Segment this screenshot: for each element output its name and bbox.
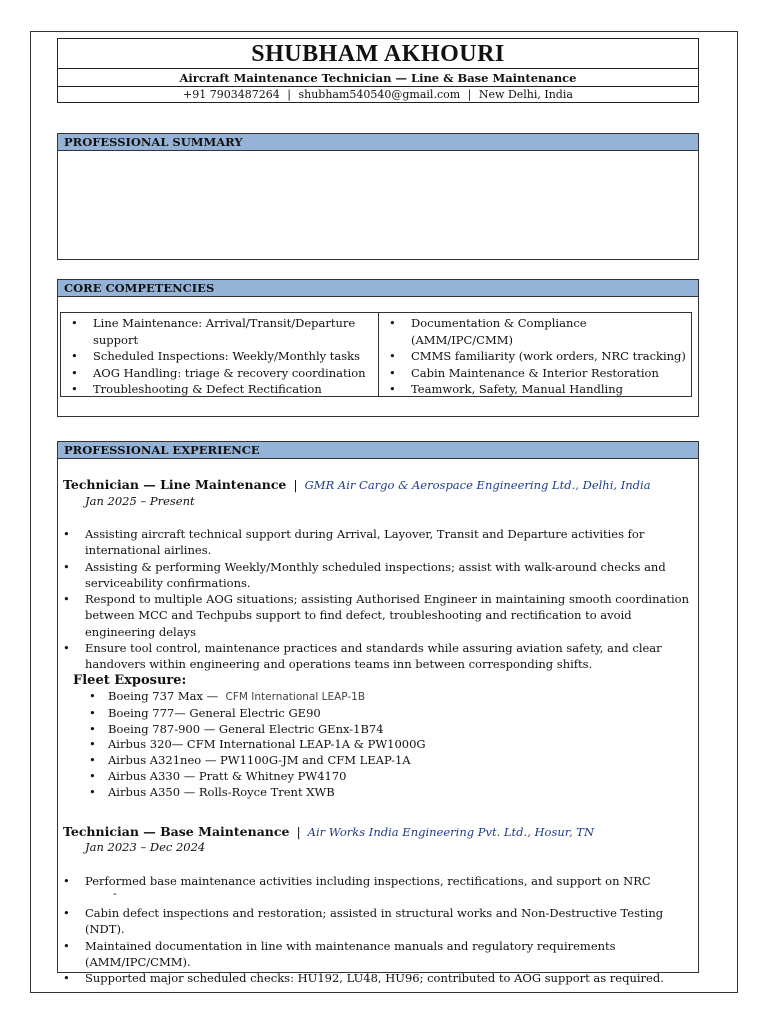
competency-item: • Troubleshooting & Defect Rectification bbox=[69, 381, 374, 398]
fleet-item: • Airbus 320— CFM International LEAP-1A & PW1000G bbox=[86, 737, 426, 753]
competencies-right-column bbox=[379, 313, 691, 396]
candidate-name: SHUBHAM AKHOURI bbox=[58, 39, 698, 69]
section-heading-competencies: CORE COMPETENCIES bbox=[57, 279, 699, 297]
competency-item: • Cabin Maintenance & Interior Restoration bbox=[387, 365, 687, 382]
job-title-line bbox=[63, 824, 594, 840]
job-title: Technician — Base Maintenance bbox=[63, 824, 290, 839]
fleet-item: • Boeing 777— General Electric GE90 bbox=[86, 706, 426, 722]
fleet-item: • Airbus A350 — Rolls-Royce Trent XWB bbox=[86, 785, 426, 801]
job-bullet: • Performed base maintenance activities including inspections, rectifications, and support on NRC bbox=[62, 873, 694, 889]
contact-separator: | bbox=[287, 88, 291, 101]
job-bullet: • Cabin defect inspections and restoration; assisted in structural works and Non-Destructive Testing (NDT). bbox=[62, 905, 694, 938]
title-separator: | bbox=[296, 824, 301, 839]
candidate-role: Aircraft Maintenance Technician — Line & Base Maintenance bbox=[58, 69, 698, 87]
fleet-item: • Boeing 737 Max — CFM International LEAP-1B bbox=[86, 689, 426, 706]
job-dates: Jan 2023 – Dec 2024 bbox=[85, 840, 206, 854]
resume-header bbox=[57, 38, 699, 103]
summary-box bbox=[57, 151, 699, 260]
job-bullet: • Assisting & performing Weekly/Monthly scheduled inspections; assist with walk-around checks and serviceability confirmations. bbox=[62, 559, 694, 592]
competency-item: • Line Maintenance: Arrival/Transit/Departure support bbox=[69, 315, 374, 348]
fleet-item: • Airbus A321neo — PW1100G-JM and CFM LEAP-1A bbox=[86, 753, 426, 769]
job-bullet: • Assisting aircraft technical support during Arrival, Layover, Transit and Departure activities for international airlines. bbox=[62, 526, 694, 559]
competencies-table bbox=[60, 312, 692, 397]
job-bullet: • Ensure tool control, maintenance practices and standards while assuring aviation safety, and clear handovers within engineering and operations teams inn between corresponding shifts. bbox=[62, 640, 694, 673]
competency-item: • Teamwork, Safety, Manual Handling bbox=[387, 381, 687, 398]
job-bullet: • Respond to multiple AOG situations; assisting Authorised Engineer in maintaining smooth coordination between MCC and Techpubs support to find defect, troubleshooting and rectification to avoid engineering delays bbox=[62, 591, 694, 640]
stray-dash: - bbox=[113, 887, 117, 900]
fleet-list bbox=[86, 689, 426, 801]
job-bullets bbox=[62, 873, 694, 889]
competency-item: • AOG Handling: triage & recovery coordination bbox=[69, 365, 374, 382]
section-heading-experience: PROFESSIONAL EXPERIENCE bbox=[57, 441, 699, 459]
competency-item: • Documentation & Compliance (AMM/IPC/CMM) bbox=[387, 315, 687, 348]
phone-number: +91 7903487264 bbox=[183, 88, 280, 101]
section-heading-summary: PROFESSIONAL SUMMARY bbox=[57, 133, 699, 151]
job-bullet: • Supported major scheduled checks: HU192, LU48, HU96; contributed to AOG support as required. bbox=[62, 970, 694, 986]
job-bullet: • Maintained documentation in line with maintenance manuals and regulatory requirements (AMM/IPC/CMM). bbox=[62, 938, 694, 971]
fleet-heading: Fleet Exposure: bbox=[73, 673, 187, 688]
company-name: Air Works India Engineering Pvt. Ltd., Hosur, TN bbox=[307, 825, 595, 839]
email-address[interactable]: shubham540540@gmail.com bbox=[298, 88, 461, 101]
contact-separator: | bbox=[467, 88, 472, 101]
job-bullets bbox=[62, 526, 694, 673]
fleet-engine: CFM International LEAP-1B bbox=[225, 691, 366, 703]
fleet-item: • Airbus A330 — Pratt & Whitney PW4170 bbox=[86, 769, 426, 785]
title-separator: | bbox=[293, 477, 298, 492]
job-title-line bbox=[63, 477, 651, 493]
fleet-item: • Boeing 787-900 — General Electric GEnx-1B74 bbox=[86, 722, 426, 738]
job-title: Technician — Line Maintenance bbox=[63, 477, 287, 492]
location: New Delhi, India bbox=[478, 88, 573, 101]
company-name: GMR Air Cargo & Aerospace Engineering Ltd., Delhi, India bbox=[304, 478, 651, 492]
competency-item: • CMMS familiarity (work orders, NRC tracking) bbox=[387, 348, 687, 365]
contact-line bbox=[58, 87, 698, 102]
competencies-left-column bbox=[61, 313, 379, 396]
job-dates: Jan 2025 – Present bbox=[85, 494, 195, 508]
competency-item: • Scheduled Inspections: Weekly/Monthly tasks bbox=[69, 348, 374, 365]
job-bullets bbox=[62, 905, 694, 986]
